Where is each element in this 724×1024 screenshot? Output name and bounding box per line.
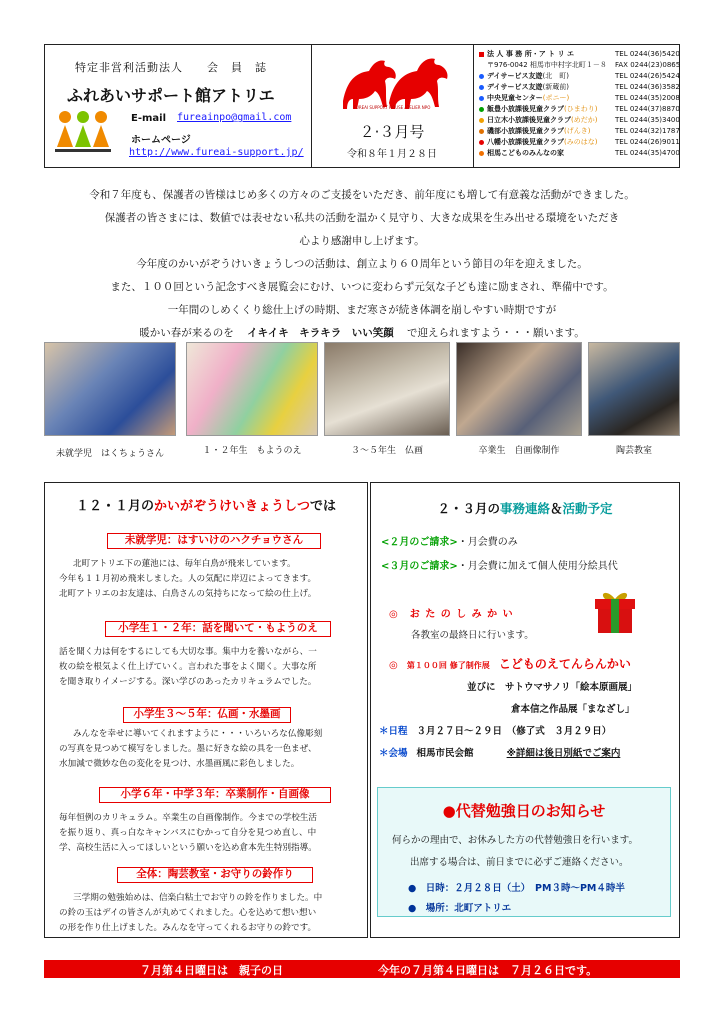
office-row: 〒976-0042 相馬市中村字北町１－８ FAX 0244(23)0865 <box>487 61 681 69</box>
section-body: みんなを幸せに導いてくれますように・・・いろいろな仏像彫刻 の写真を見つめて模写をしました。墨に好きな絵の具を一色まぜ、 水加減で微妙な色の変化を見つけ、水墨画風に彩色しました。 <box>59 729 323 769</box>
section-heading: 小学６年・中学３年：卒業制作・自画像 <box>99 787 331 803</box>
section-body: 話を聞く力は何をするにしても大切な事。集中力を養いながら、一 枚の絵を根気よく仕上げていく。言われた事をよく聞く。大事な所 を聞き取りイメージする。深い学びのあったカリキュラムでした。 <box>59 647 317 687</box>
office-row: 磯部小放課後児童クラブ(げんき) TEL 0244(32)1787 <box>479 126 675 137</box>
intro-line: また、１００回という記念すべき展覧会にむけ、いつに変わらず元気な子ども達に励まされ、準備中です。 <box>110 281 614 293</box>
footer-banner <box>44 960 680 978</box>
issue-number: ２·３月号 <box>359 123 425 141</box>
photo-pottery <box>588 342 680 436</box>
bullet-icon <box>479 85 484 90</box>
office-row: デイサービス友遊(北 町) TEL 0244(26)5424 <box>479 71 675 82</box>
billing-feb: <２月のご請求>・月会費のみ <box>381 537 518 548</box>
billing-mar: <３月のご請求>・月会費に加えて個人使用分絵具代 <box>381 561 618 572</box>
makeup-day-notice <box>377 787 671 917</box>
party-text: 各教室の最終日に行います。 <box>411 630 534 641</box>
bullet-icon <box>479 151 484 156</box>
photo-graduates <box>456 342 582 436</box>
exhibit-sub2: 倉本信之作品展「まなざし」 <box>511 704 635 715</box>
photo-caption: ３～５年生 仏画 <box>350 446 423 456</box>
photo-grade3-5 <box>324 342 450 436</box>
bullet-icon <box>479 52 484 57</box>
intro-line: 心より感謝申し上げます。 <box>299 235 425 247</box>
bullet-icon <box>479 129 484 134</box>
footer-right: 今年の７月第４日曜日は ７月２６日です。 <box>378 964 598 977</box>
notices-panel <box>370 482 680 938</box>
section-heading: 未就学児：はすいけのハクチョウさん <box>107 533 321 549</box>
org-type: 特定非営利活動法人 会 員 誌 <box>75 61 267 74</box>
bullet-icon <box>479 96 484 101</box>
photo-caption: 卒業生 自画像制作 <box>478 446 560 456</box>
notice-text: 何らかの理由で、お休みした方の代替勉強日を行います。 <box>392 835 639 846</box>
notice-place: ● 場所：北町アトリエ <box>408 903 512 914</box>
office-row: デイサービス友遊(新蔵前) TEL 0244(36)3582 <box>479 82 675 93</box>
section-body: 北町アトリエ下の蓮池には、毎年白鳥が飛来しています。 今年も１１月初め飛来しました。人の気配に岸辺によってきます。 北町アトリエのお友達は、白鳥さんの気持ちになって絵の仕上げ。 <box>59 559 317 599</box>
party-title: ◎ お た の し み か い <box>389 609 514 620</box>
exhibit-heading: ◎ 第１００回 修了制作展 こどものえてんらんかい <box>389 657 631 671</box>
notice-date: ● 日時：２月２８日（土） PM３時～PM４時半 <box>408 883 625 894</box>
masthead-left <box>45 45 312 167</box>
org-name: ふれあいサポート館アトリエ <box>67 86 275 105</box>
bullet-icon <box>479 140 484 145</box>
footer-left: ７月第４日曜日は 親子の日 <box>140 964 283 977</box>
section-heading: 小学生１・２年：話を聞いて・もようのえ <box>105 621 331 637</box>
class-report-panel <box>44 482 368 938</box>
photo-preschool <box>44 342 176 436</box>
notices-title: ２・３月の事務連絡＆活動予定 <box>437 501 613 516</box>
issue-date: 令和８年１月２８日 <box>347 149 437 160</box>
bullet-icon <box>479 107 484 112</box>
gift-box-icon <box>593 589 637 635</box>
section-body: 毎年恒例のカリキュラム。卒業生の自画像制作。今までの学校生活 を振り返り、真っ白なキャンバスにむかって自分を見つめ直し、中 学、高校生活に入ってほしいという願いを込め倉本先生特別指導。 <box>59 813 317 853</box>
intro-line: 一年間のしめくくり総仕上げの時期、まだ寒さが続き体調を崩しやすい時期ですが <box>167 304 557 316</box>
intro-emphasis: イキイキ キラキラ いい笑顔 <box>247 327 394 339</box>
section-heading: 小学生３～５年：仏画・水墨画 <box>123 707 291 723</box>
bullet-icon <box>479 74 484 79</box>
intro-line: 保護者の皆さまには、数値では表せない私共の活動を温かく見守り、大きな成果を生み出せる環境をいただき <box>104 212 620 224</box>
photo-grade1-2 <box>186 342 318 436</box>
office-row: 相馬こどものみんなの家 TEL 0244(35)4700 <box>479 148 675 159</box>
schedule-line: ＊日程 ３月２７日～２９日 （修了式 ３月２９日） <box>379 726 612 737</box>
photo-caption: 陶芸教室 <box>615 446 652 456</box>
intro-line-closing: 暖かい春が来るのを イキイキ キラキラ いい笑顔 で迎えられますよう・・・願います。 <box>139 327 585 339</box>
photo-caption: 未就学児 はくちょうさん <box>55 449 164 459</box>
people-logo-icon <box>55 109 111 153</box>
class-report-title: １２・１月のかいがぞうけいきょうしつでは <box>75 499 337 514</box>
homepage-label: ホームページ <box>131 135 191 146</box>
office-row: 八幡小放課後児童クラブ(みのはな) TEL 0244(26)9011 <box>479 137 675 148</box>
intro-line: 令和７年度も、保護者の皆様はじめ多くの方々のご支援をいただき、前年度にも増して有意義な活動ができました。 <box>89 189 635 201</box>
section-heading: 全体：陶芸教室・お守りの鈴作り <box>117 867 313 883</box>
notice-text: 出席する場合は、前日までに必ずご連絡ください。 <box>410 857 629 868</box>
office-row: 日立木小放課後児童クラブ(めだか) TEL 0244(35)3400 <box>479 115 675 126</box>
office-directory <box>473 45 679 167</box>
notice-title: ●代替勉強日のお知らせ <box>442 802 606 820</box>
exhibit-sub1: 並びに サトウマサノリ「絵本原画展」 <box>467 682 637 693</box>
intro-line: 今年度のかいがぞうけいきょうしつの活動は、創立より６０周年という節目の年を迎えました。 <box>136 258 588 270</box>
bullet-icon <box>479 118 484 123</box>
homepage-link[interactable]: http://www.fureai-support.jp/ <box>129 147 304 158</box>
photo-caption: １・２年生 もようのえ <box>202 446 302 456</box>
office-row: 中央児童センター(ポニー) TEL 0244(35)2008 <box>479 93 675 104</box>
section-body: 三学期の勉強始めは、信楽白粘土でお守りの鈴を作りました。中 の鈴の玉はデイの皆さんが丸めてくれました。心を込めて想い想い の形を作り仕上げました。みんなを守ってくれるお守りの鈴です。 <box>59 893 323 933</box>
email-label: E-mail <box>131 113 167 124</box>
email-link[interactable]: fureainpo@gmail.com <box>177 112 292 123</box>
logo-tagline: FUREAI SUPPORT HOUSE ATELIER NPO <box>353 105 431 110</box>
office-row: 飯豊小放課後児童クラブ(ひまわり) TEL 0244(37)8870 <box>479 104 675 115</box>
office-row: 法 人 事 務 所・ア ト リ エ TEL 0244(36)5420 <box>479 49 675 60</box>
masthead <box>44 44 680 168</box>
masthead-center <box>311 45 474 167</box>
venue-line: ＊会場 相馬市民会館 ※詳細は後日別紙でご案内 <box>379 748 621 759</box>
